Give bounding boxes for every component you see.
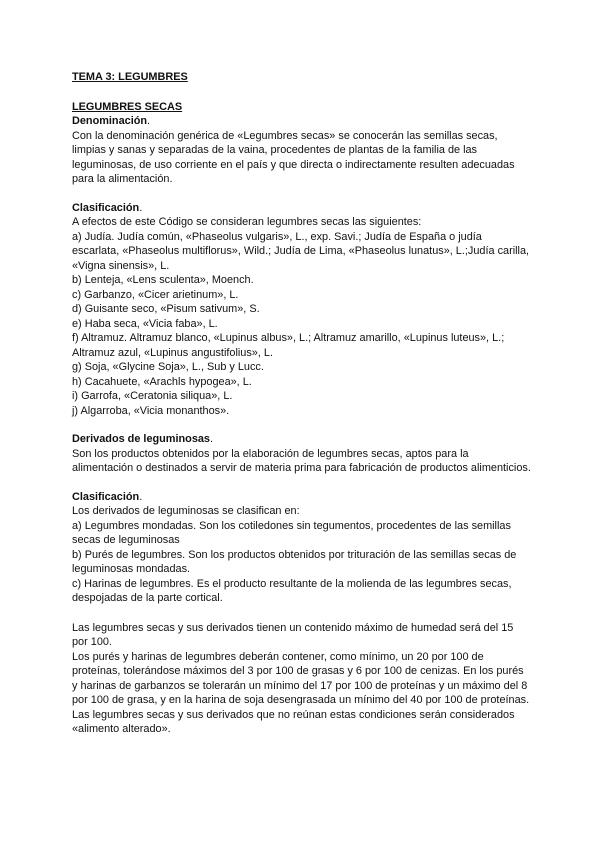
list-item: g) Soja, «Glycine Soja», L., Sub y Lucc. [72,361,264,373]
clasificacion-derivados-intro: Los derivados de leguminosas se clasifican en: [72,505,300,517]
document-body [72,70,532,737]
list-item: h) Cacahuete, «Arachls hypogea», L. [72,375,252,388]
list-item: i) Garrofa, «Ceratonia siliqua», L. [72,390,233,402]
section-title: LEGUMBRES SECAS [72,100,183,113]
list-item: f) Altramuz. Altramuz blanco, «Lupinus albus», L.; Altramuz amarillo, «Lupinus luteus», L.; Altramuz azul, «Lupinus angustifolius», L. [72,332,505,359]
derivados-text: Son los productos obtenidos por la elaboración de legumbres secas, aptos para la alimentación o destinados a servir de materia prima para fabricación de productos alimenticios. [72,447,531,474]
list-item: c) Harinas de legumbres. Es el producto resultante de la molienda de las legumbres secas, despojadas de la parte cortical. [72,577,512,604]
document-title: TEMA 3: LEGUMBRES [72,71,188,83]
list-item: a) Judía. Judía común, «Phaseolus vulgaris», L., exp. Savi.; Judía de España o judía escarlata, «Phaseolus multiflorus», Wild.; Judía de Lima, «Phaseolus lunatus», L.;Judía carilla, «Vigna sinensis», L. [72,230,530,272]
derivados-list [72,519,532,606]
list-item: a) Legumbres mondadas. Son los cotiledones sin tegumentos, procedentes de las semillas secas de leguminosas [72,519,511,546]
alimento-alterado-paragraph: Las legumbres secas y sus derivados que no reúnan estas condiciones serán considerados «alimento alterado». [72,708,515,735]
list-item: b) Purés de legumbres. Son los productos obtenidos por trituración de las semillas secas de leguminosas mondadas. [72,548,517,575]
clasificacion-heading: Clasificación. [72,201,143,214]
clasificacion-derivados-heading: Clasificación. [72,490,143,503]
list-item: d) Guisante seco, «Pisum sativum», S. [72,303,260,315]
list-item: e) Haba seca, «Vicia faba», L. [72,317,218,330]
humedad-paragraph: Las legumbres secas y sus derivados tienen un contenido máximo de humedad será del 15 por 100. [72,621,514,648]
denominacion-heading: Denominación. [72,115,151,127]
clasificacion-intro: A efectos de este Código se consideran legumbres secas las siguientes: [72,216,422,228]
list-item: j) Algarroba, «Vicia monanthos». [72,404,230,417]
list-item: c) Garbanzo, «Cicer arietinum», L. [72,288,239,301]
list-item: b) Lenteja, «Lens sculenta», Moench. [72,274,254,286]
legumbres-list [72,230,532,419]
proteinas-paragraph: Los purés y harinas de legumbres deberán contener, como mínimo, un 20 por 100 de proteínas, tolerándose máximos del 3 por 100 de grasas y 6 por 100 de cenizas. En los purés y harinas de garbanzos se tolerarán un mínimo del 17 por 100 de proteínas y un máximo del 8 por 100 de grasa, y en la harina de soja desengrasada un mínimo del 40 por 100 de proteínas. [72,650,530,706]
derivados-heading: Derivados de leguminosas. [72,433,214,445]
denominacion-text: Con la denominación genérica de «Legumbres secas» se conocerán las semillas secas, limpias y sanas y separadas de la vaina, procedentes de plantas de la familia de las leguminosas, de uso corriente en el país y que directa o indirectamente resulten adecuadas para la alimentación. [72,129,515,185]
